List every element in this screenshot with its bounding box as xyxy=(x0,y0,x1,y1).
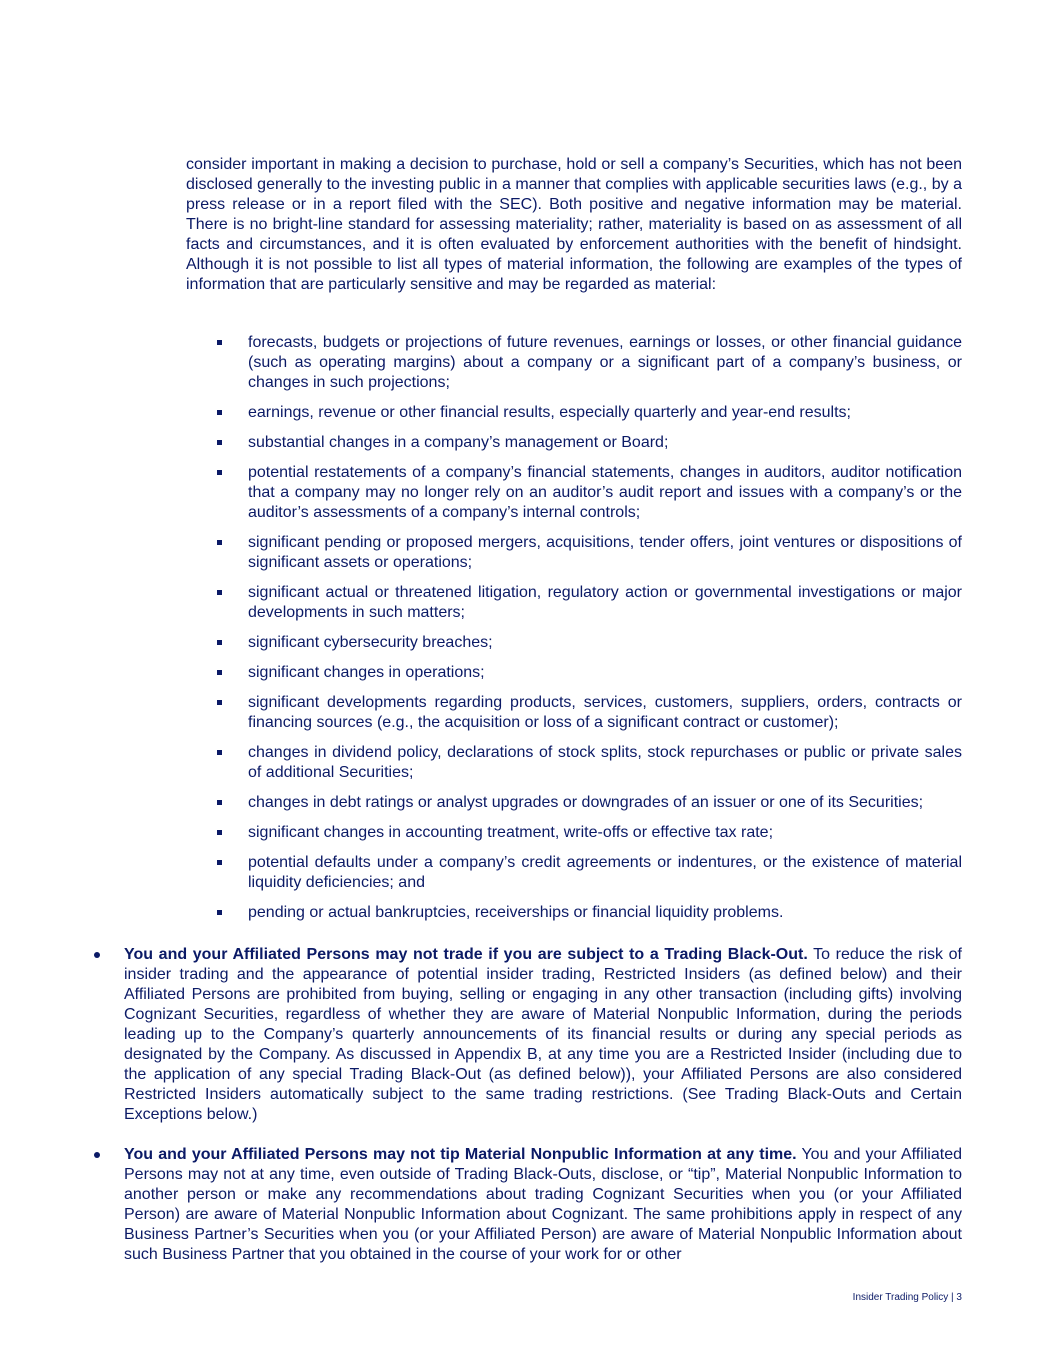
list-item-text: significant changes in accounting treatment, write-offs or effective tax rate; xyxy=(248,824,774,841)
square-bullet-icon xyxy=(217,700,222,705)
list-item-text: significant actual or threatened litigation, regulatory action or governmental investigations or major developments in such matters; xyxy=(248,584,962,621)
square-bullet-icon xyxy=(217,750,222,755)
list-item xyxy=(186,463,962,523)
list-item-text: forecasts, budgets or projections of future revenues, earnings or losses, or other financial guidance (such as operating margins) about a company or a significant part of a company’s business, or changes in such projections; xyxy=(248,334,962,391)
list-item xyxy=(186,793,962,813)
square-bullet-icon xyxy=(217,670,222,675)
square-bullet-icon xyxy=(217,640,222,645)
list-item xyxy=(186,853,962,893)
list-item xyxy=(186,693,962,733)
square-bullet-icon xyxy=(217,830,222,835)
rule-no-tipping xyxy=(90,1145,962,1265)
list-item-text: earnings, revenue or other financial results, especially quarterly and year-end results; xyxy=(248,404,851,421)
list-item xyxy=(186,633,962,653)
list-item-text: significant pending or proposed mergers, acquisitions, tender offers, joint ventures or dispositions of significant assets or operations; xyxy=(248,534,962,571)
list-item xyxy=(186,823,962,843)
list-item-text: potential restatements of a company’s financial statements, changes in auditors, auditor notification that a company may no longer rely on an auditor’s audit report and issues with a company’s or the auditor’s assessments of a company’s internal controls; xyxy=(248,464,962,521)
page-footer: Insider Trading Policy | 3 xyxy=(852,1292,962,1303)
square-bullet-icon xyxy=(217,410,222,415)
rule-heading: You and your Affiliated Persons may not tip Material Nonpublic Information at any time. xyxy=(124,1146,797,1163)
list-item xyxy=(186,533,962,573)
list-item-text: substantial changes in a company’s management or Board; xyxy=(248,434,669,451)
square-bullet-icon xyxy=(217,540,222,545)
square-bullet-icon xyxy=(217,910,222,915)
list-item-text: changes in debt ratings or analyst upgrades or downgrades of an issuer or one of its Securities; xyxy=(248,794,924,811)
list-item-text: significant cybersecurity breaches; xyxy=(248,634,493,651)
intro-paragraph: consider important in making a decision to purchase, hold or sell a company’s Securities, which has not been disclosed generally to the investing public in a manner that complies with applicable securities laws (e.g., by a press release or in a report filed with the SEC). Both positive and negative information may be material. There is no bright-line standard for assessing materiality; rather, materiality is based on as assessment of all facts and circumstances, and it is often evaluated by enforcement authorities with the benefit of hindsight. Although it is not possible to list all types of material information, the following are examples of the types of information that are particularly sensitive and may be regarded as material: xyxy=(186,156,962,293)
square-bullet-icon xyxy=(217,860,222,865)
list-item-text: potential defaults under a company’s credit agreements or indentures, or the existence of material liquidity deficiencies; and xyxy=(248,854,962,891)
list-item-text: significant changes in operations; xyxy=(248,664,485,681)
square-bullet-icon xyxy=(217,340,222,345)
list-item-text: changes in dividend policy, declarations of stock splits, stock repurchases or public or private sales of additional Securities; xyxy=(248,744,962,781)
list-item-text: significant developments regarding products, services, customers, suppliers, orders, contracts or financing sources (e.g., the acquisition or loss of a significant contract or customer); xyxy=(248,694,962,731)
rule-body: You and your Affiliated Persons may not at any time, even outside of Trading Black-Outs, disclose, or “tip”, Material Nonpublic Information to another person or make any recommendations about trading Cognizant Securities when you (or your Affiliated Person) are aware of Material Nonpublic Information about Cognizant. The same prohibitions apply in respect of any Business Partner’s Securities when you (or your Affiliated Person) are aware of Material Nonpublic Information about such Business Partner that you obtained in the course of your work for or other xyxy=(124,1146,962,1263)
list-item xyxy=(186,433,962,453)
square-bullet-icon xyxy=(217,470,222,475)
list-item xyxy=(186,403,962,423)
rule-heading: You and your Affiliated Persons may not trade if you are subject to a Trading Black-Out. xyxy=(124,946,808,963)
list-item xyxy=(186,333,962,393)
square-bullet-icon xyxy=(217,440,222,445)
list-item xyxy=(186,583,962,623)
rule-body: To reduce the risk of insider trading and the appearance of potential insider trading, Restricted Insiders (as defined below) and their Affiliated Persons are prohibited from buying, selling or engaging in any other transaction (including gifts) involving Cognizant Securities, regardless of whether they are aware of Material Nonpublic Information, during the periods leading up to the Company’s quarterly announcements of its financial results or during any special periods as designated by the Company. As discussed in Appendix B, at any time you are a Restricted Insider (including due to the application of any special Trading Black-Out (as defined below)), your Affiliated Persons are also considered Restricted Insiders automatically subject to the same trading restrictions. (See Trading Black-Outs and Certain Exceptions below.) xyxy=(124,946,962,1123)
list-item xyxy=(186,903,962,923)
square-bullet-icon xyxy=(217,590,222,595)
policy-rules-list xyxy=(90,945,962,1285)
list-item xyxy=(186,743,962,783)
round-bullet-icon xyxy=(94,952,100,958)
round-bullet-icon xyxy=(94,1152,100,1158)
list-item xyxy=(186,663,962,683)
rule-trading-black-out xyxy=(90,945,962,1125)
square-bullet-icon xyxy=(217,800,222,805)
list-item-text: pending or actual bankruptcies, receiverships or financial liquidity problems. xyxy=(248,904,784,921)
material-examples-list xyxy=(186,333,962,933)
